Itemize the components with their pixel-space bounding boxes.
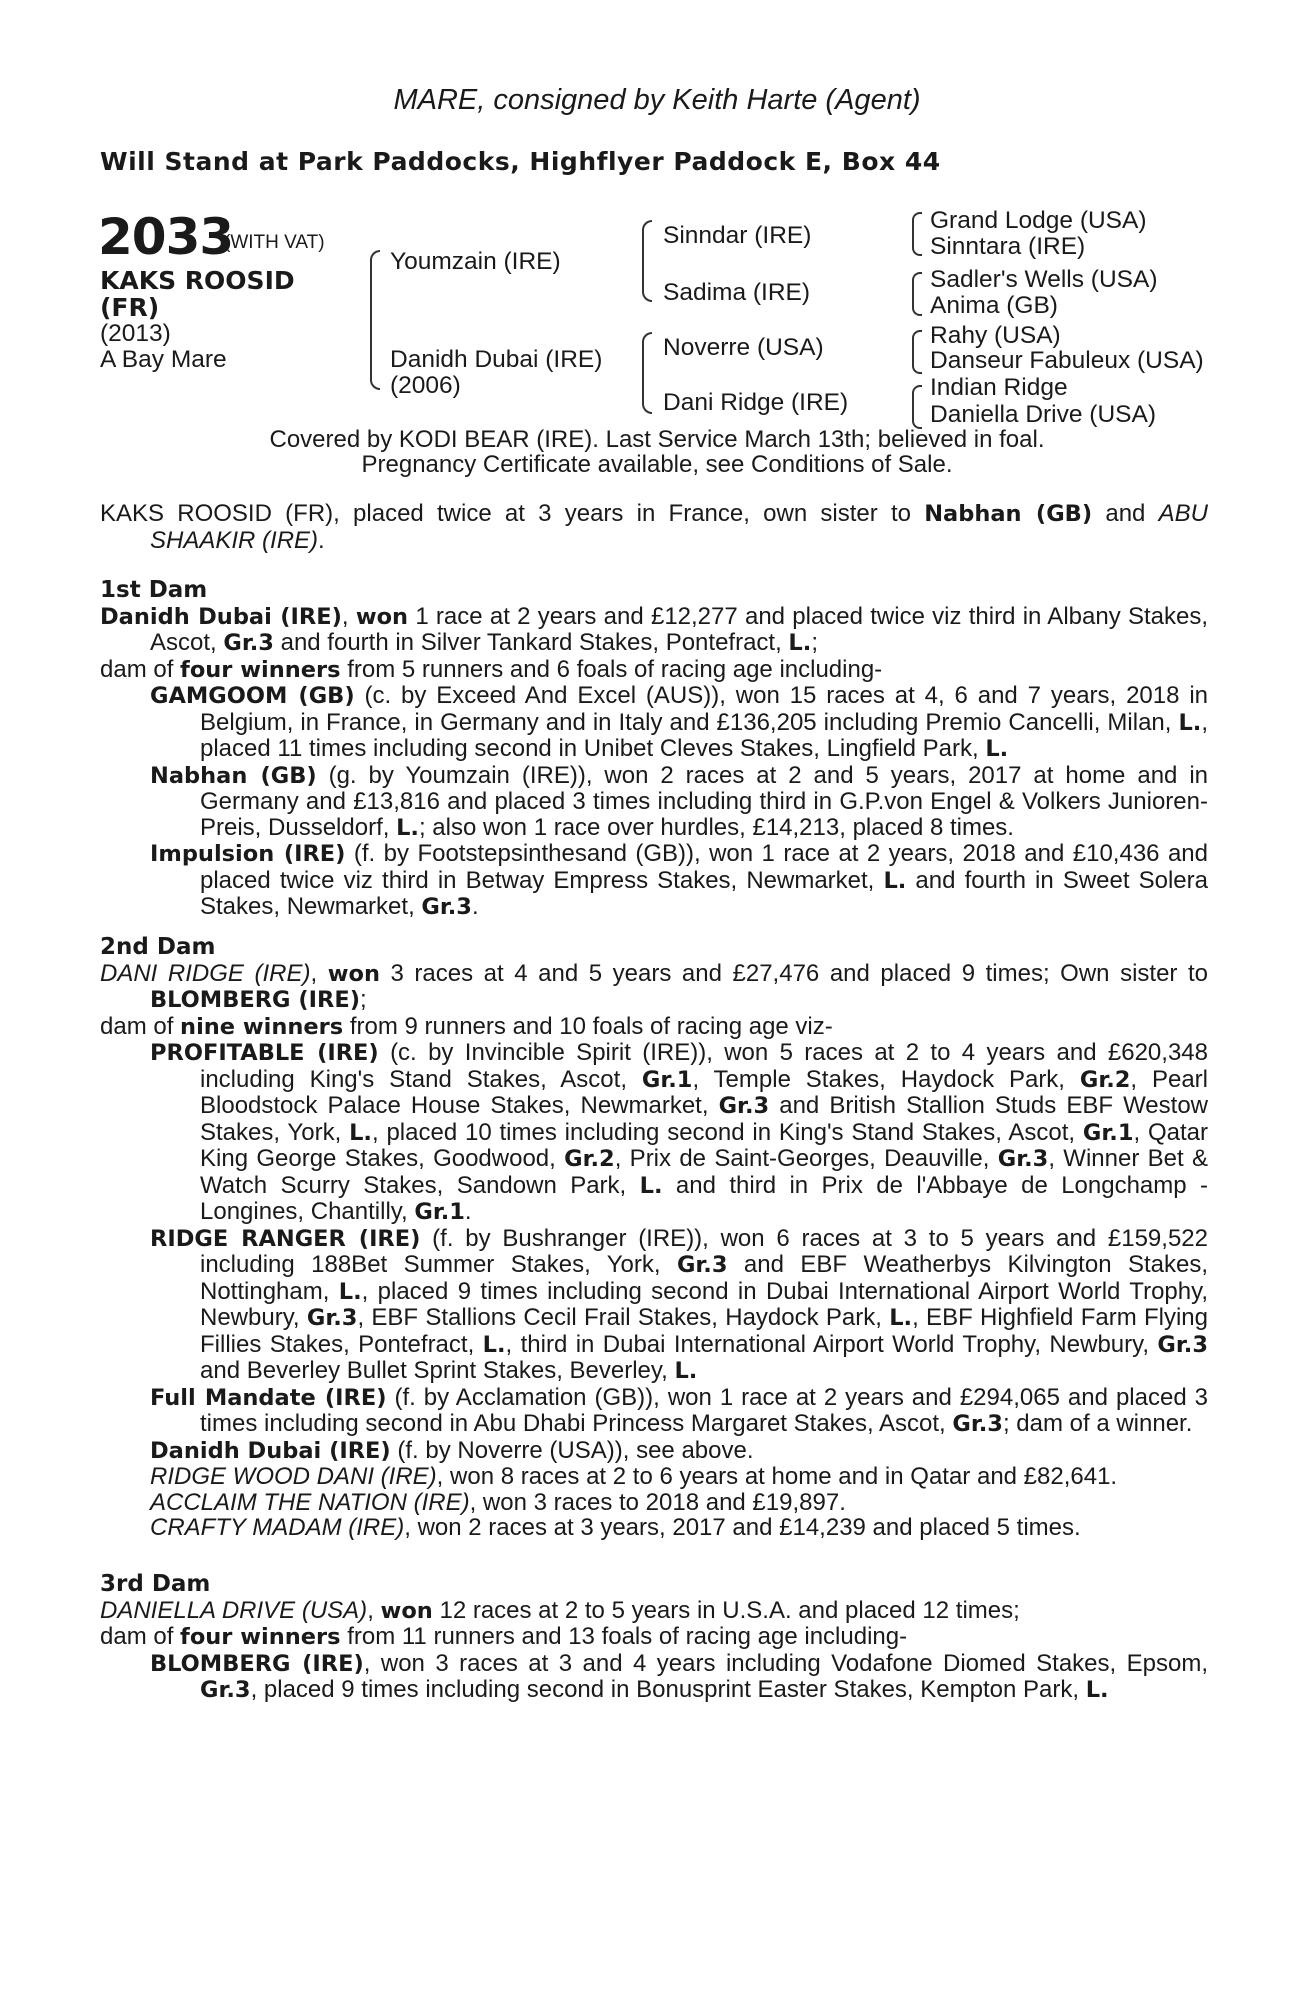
pregnancy-note: Pregnancy Certificate available, see Conditions of Sale. [361, 451, 953, 478]
second-dam-progeny-5: RIDGE WOOD DANI (IRE), won 8 races at 2 to 6 years at home and in Qatar and £82,641. [150, 1463, 1118, 1490]
dam-line-brace [642, 332, 652, 414]
consignment-title: MARE, consigned by Keith Harte (Agent) [393, 84, 921, 116]
first-dam-heading: 1st Dam [100, 577, 208, 603]
third-dam-heading: 3rd Dam [100, 1571, 211, 1597]
second-dam-progeny-3: Full Mandate (IRE) (f. by Acclamation (GB)), won 1 race at 2 years and £294,065 and placed 3 times including second in Abu Dhabi Princess Margaret Stakes, Ascot, Gr.3; dam of a winner. [150, 1383, 1208, 1437]
g-brace-1 [912, 212, 922, 256]
g-brace-2 [912, 272, 922, 316]
second-dam-progeny-4: Danidh Dubai (IRE) (f. by Noverre (USA)), see above. [150, 1436, 754, 1464]
lot-number: 2033 [98, 208, 234, 266]
g-brace-3 [912, 330, 922, 374]
second-dam-record: DANI RIDGE (IRE), won 3 races at 4 and 5 years and £27,476 and placed 9 times; Own sister to BLOMBERG (IRE); [100, 959, 1208, 1013]
second-dam-progeny-1: PROFITABLE (IRE) (c. by Invincible Spirit (IRE)), won 5 races at 2 to 4 years and £620,348 including King's Stand Stakes, Ascot, Gr.1, Temple Stakes, Haydock Park, Gr.2, Pearl Bloodstock Palace House Stakes, Newmarket, Gr.3 and British Stallion Studs EBF Westow Stakes, York, L., placed 10 times including second in King's Stand Stakes, Ascot, Gr.1, Qatar King George Stakes, Goodwood, Gr.2, Prix de Saint-Georges, Deauville, Gr.3, Winner Bet & Watch Scurry Stakes, Sandown Park, L. and third in Prix de l'Abbaye de Longchamp - Longines, Chantilly, Gr.1. [150, 1039, 1209, 1225]
first-dam-record: Danidh Dubai (IRE), won 1 race at 2 years and £12,277 and placed twice viz third in Albany Stakes, Ascot, Gr.3 and fourth in Silver Tankard Stakes, Pontefract, L.; [100, 602, 1208, 656]
first-dam-produce-summary: dam of four winners from 5 runners and 6 foals of racing age including- [100, 655, 883, 683]
second-dam-progeny-2: RIDGE RANGER (IRE) (f. by Bushranger (IRE)), won 6 races at 3 to 5 years and £159,522 including 188Bet Summer Stakes, York, Gr.3 and EBF Weatherbys Kilvington Stakes, Nottingham, L., placed 9 times including second in Dubai International Airport World Trophy, Newbury, Gr.3, EBF Stallions Cecil Frail Stakes, Haydock Park, L., EBF Highfield Farm Flying Fillies Stakes, Pontefract, L., third in Dubai International Airport World Trophy, Newbury, Gr.3 and Beverley Bullet Sprint Stakes, Beverley, L. [150, 1224, 1208, 1384]
g-brace-4 [912, 385, 922, 429]
third-dam-section [100, 1572, 1208, 1704]
second-dam-section [100, 935, 1208, 1541]
pedigree-g3: Sadler's Wells (USA) [930, 266, 1158, 293]
pedigree-sire-sire: Sinndar (IRE) [663, 222, 812, 249]
sire-dam-brace [370, 250, 380, 390]
second-dam-progeny-7: CRAFTY MADAM (IRE), won 2 races at 3 years, 2017 and £14,239 and placed 5 times. [150, 1514, 1081, 1541]
pedigree-dam-year: (2006) [390, 372, 461, 399]
pedigree-g4: Anima (GB) [930, 292, 1058, 319]
first-dam-progeny-2: Nabhan (GB) (g. by Youmzain (IRE)), won 2 races at 2 and 5 years, 2017 at home and in Germany and £13,816 and placed 3 times including third in G.P.von Engel & Volkers Junioren-Preis, Dusseldorf, L.; also won 1 race over hurdles, £14,213, placed 8 times. [150, 761, 1209, 841]
second-dam-heading: 2nd Dam [100, 934, 216, 960]
pedigree-g7: Indian Ridge [930, 374, 1068, 401]
pedigree-g1: Grand Lodge (USA) [930, 207, 1147, 234]
first-dam-section [100, 578, 1208, 921]
horse-description: A Bay Mare [100, 346, 227, 373]
third-dam-progeny-1: BLOMBERG (IRE), won 3 races at 3 and 4 years including Vodafone Diomed Stakes, Epsom, Gr.3, placed 9 times including second in Bonusprint Easter Stakes, Kempton Park, L. [150, 1649, 1208, 1703]
first-dam-progeny-1: GAMGOOM (GB) (c. by Exceed And Excel (AUS)), won 15 races at 4, 6 and 7 years, 2018 in Belgium, in France, in Germany and in Italy and £136,205 including Premio Cancelli, Milan, L., placed 11 times including second in Unibet Cleves Stakes, Lingfield Park, L. [150, 682, 1209, 762]
horse-year: (2013) [100, 320, 171, 347]
pedigree-dam: Danidh Dubai (IRE) [390, 346, 603, 373]
intro-paragraph: KAKS ROOSID (FR), placed twice at 3 years in France, own sister to Nabhan (GB) and ABU SHAAKIR (IRE). [100, 500, 1208, 554]
pedigree-sire: Youmzain (IRE) [390, 248, 561, 275]
second-dam-progeny-6: ACCLAIM THE NATION (IRE), won 3 races to 2018 and £19,897. [150, 1488, 846, 1516]
pedigree-dam-dam: Dani Ridge (IRE) [663, 389, 849, 416]
pedigree-g2: Sinntara (IRE) [930, 233, 1086, 260]
third-dam-record: DANIELLA DRIVE (USA), won 12 races at 2 to 5 years in U.S.A. and placed 12 times; [100, 1596, 1020, 1624]
covering-note: Covered by KODI BEAR (IRE). Last Service March 13th; believed in foal. [269, 426, 1045, 453]
horse-country: (FR) [100, 293, 160, 322]
vat-note: (WITH VAT) [224, 232, 325, 253]
stand-location: Will Stand at Park Paddocks, Highflyer Paddock E, Box 44 [100, 147, 941, 176]
second-dam-produce-summary: dam of nine winners from 9 runners and 10 foals of racing age viz- [100, 1012, 833, 1040]
pedigree-g8: Daniella Drive (USA) [930, 401, 1157, 428]
intro-section [100, 501, 1208, 553]
first-dam-progeny-3: Impulsion (IRE) (f. by Footstepsinthesand (GB)), won 1 race at 2 years, 2018 and £10,436 and placed twice viz third in Betway Empress Stakes, Newmarket, L. and fourth in Sweet Solera Stakes, Newmarket, Gr.3. [150, 840, 1208, 920]
horse-name: KAKS ROOSID [100, 266, 295, 295]
pedigree-sire-dam: Sadima (IRE) [663, 279, 811, 306]
pedigree-g6: Danseur Fabuleux (USA) [930, 347, 1204, 374]
pedigree-dam-sire: Noverre (USA) [663, 334, 824, 361]
sire-line-brace [642, 220, 652, 302]
pedigree-g5: Rahy (USA) [930, 322, 1061, 349]
third-dam-produce-summary: dam of four winners from 11 runners and 13 foals of racing age including- [100, 1623, 908, 1650]
